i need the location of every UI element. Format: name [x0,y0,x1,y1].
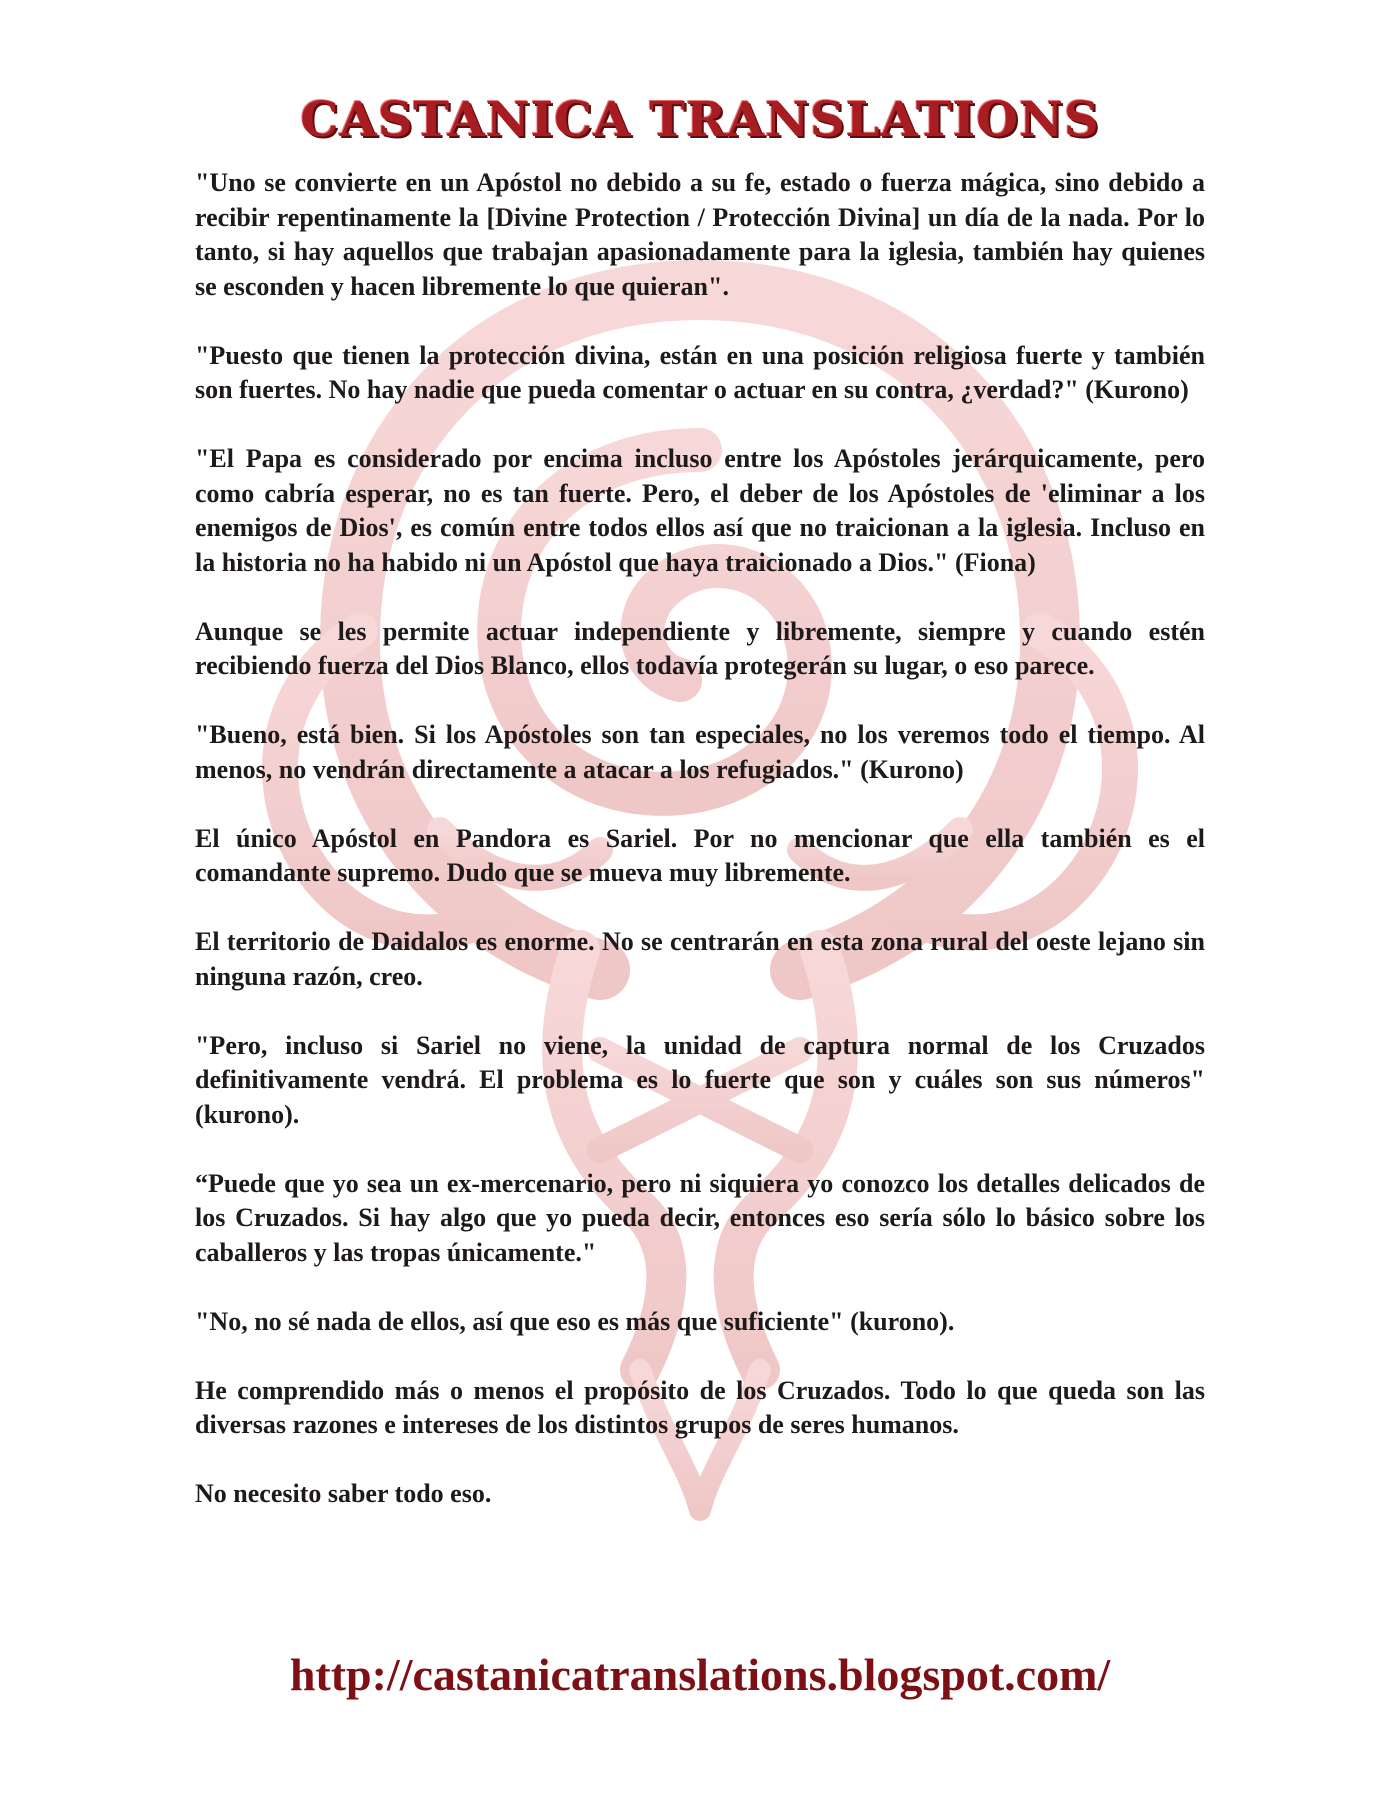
paragraph: El territorio de Daidalos es enorme. No se centrarán en esta zona rural del oeste lejano sin ninguna razón, creo. [195,927,1205,991]
site-title: CASTANICA TRANSLATIONS [300,92,1100,148]
document-body [195,166,1205,1546]
paragraph: "Uno se convierte en un Apóstol no debido a su fe, estado o fuerza mágica, sino debido a recibir repentinamente la [Divine Protection / Protección Divina] un día de la nada. Por lo tanto, si hay aquellos que trabajan apasionadamente para la iglesia, también hay quienes se esconden y hacen libremente lo que quieran". [195,168,1205,301]
paragraph: "Bueno, está bien. Si los Apóstoles son tan especiales, no los veremos todo el tiempo. Al menos, no vendrán directamente a atacar a los refugiados." (Kurono) [195,720,1205,784]
paragraph: Aunque se les permite actuar independiente y libremente, siempre y cuando estén recibiendo fuerza del Dios Blanco, ellos todavía protegerán su lugar, o eso parece. [195,616,1205,680]
paragraph: "El Papa es considerado por encima incluso entre los Apóstoles jerárquicamente, pero como cabría esperar, no es tan fuerte. Pero, el deber de los Apóstoles de 'eliminar a los enemigos de Dios', es común entre todos ellos así que no traicionan a la iglesia. Incluso en la historia no ha habido ni un Apóstol que haya traicionado a Dios." (Fiona) [195,444,1205,577]
paragraph: No necesito saber todo eso. [195,1479,492,1508]
paragraph: He comprendido más o menos el propósito de los Cruzados. Todo lo que queda son las diversas razones e intereses de los distintos grupos de seres humanos. [195,1375,1205,1439]
paragraph: “Puede que yo sea un ex-mercenario, pero ni siquiera yo conozco los detalles delicados de los Cruzados. Si hay algo que yo pueda decir, entonces eso sería sólo lo básico sobre los caballeros y las tropas únicamente." [195,1168,1205,1267]
paragraph: "Puesto que tienen la protección divina, están en una posición religiosa fuerte y también son fuertes. No hay nadie que pueda comentar o actuar en su contra, ¿verdad?" (Kurono) [195,340,1205,404]
paragraph: El único Apóstol en Pandora es Sariel. Por no mencionar que ella también es el comandante supremo. Dudo que se mueva muy libremente. [195,823,1205,887]
paragraph: "No, no sé nada de ellos, así que eso es más que suficiente" (kurono). [195,1306,955,1336]
footer-link[interactable]: http://castanicatranslations.blogspot.com/ [289,1649,1111,1700]
paragraph: "Pero, incluso si Sariel no viene, la unidad de captura normal de los Cruzados definitivamente vendrá. El problema es lo fuerte que son y cuáles son sus números" (kurono). [195,1030,1205,1129]
